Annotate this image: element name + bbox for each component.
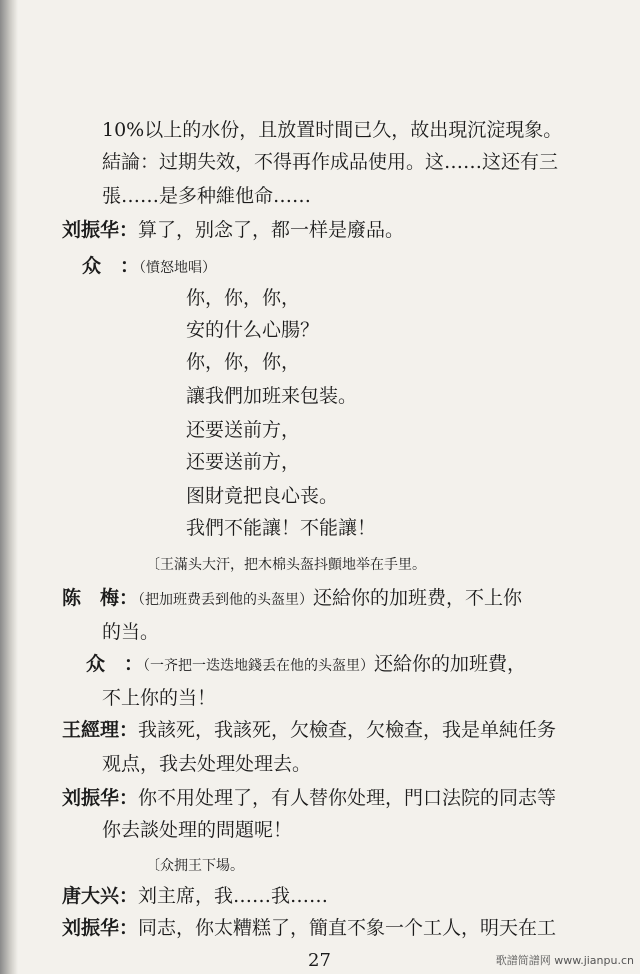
- dialogue-line: [82, 254, 216, 280]
- dialogue-text: 同志，你太糟糕了，簡直不象一个工人，明天在工: [138, 917, 557, 939]
- song-line: 你，你，你，: [186, 351, 301, 373]
- dialogue-text: 还給你的加班費，: [374, 653, 527, 675]
- song-line: 还要送前方，: [186, 419, 301, 441]
- speaker-name: 王經理：: [62, 719, 139, 741]
- page-binding-edge: [0, 0, 18, 974]
- speaker-name: 刘振华：: [62, 917, 139, 939]
- dialogue-text: 观点，我去处理处理去。: [102, 753, 312, 775]
- stage-direction: （把加班费丢到他的头盔里）: [138, 592, 314, 608]
- song-line: 我們不能讓！不能讓！: [186, 517, 377, 539]
- dialogue-line: [86, 652, 526, 678]
- text-line: 10%以上的水份，且放置时間已久，故出現沉淀現象。: [102, 119, 563, 141]
- watermark: 歌譜简譜网 www.jianpu.cn: [495, 954, 634, 967]
- speaker-name: 刘振华：: [62, 787, 139, 809]
- dialogue-text: 不上你的当！: [102, 687, 217, 709]
- stage-direction: 〔众拥王下場。: [146, 858, 244, 874]
- dialogue-text: 的当。: [102, 621, 160, 643]
- song-line: 安的什么心腸？: [186, 319, 320, 341]
- song-line: 你，你，你，: [186, 287, 301, 309]
- dialogue-text: 你不用处理了，有人替你处理，門口法院的同志等: [138, 787, 557, 809]
- dialogue-text: 我該死，我該死，欠檢查，欠檢查，我是单純任务: [138, 719, 557, 741]
- song-line: 图財竟把良心丧。: [186, 485, 339, 507]
- dialogue-line: [62, 786, 556, 810]
- dialogue-line: [62, 884, 328, 908]
- song-line: 讓我們加班来包装。: [186, 385, 358, 407]
- text-line: 張……是多种維他命……: [102, 185, 312, 207]
- page-number: 27: [308, 950, 331, 971]
- dialogue-text: 刘主席，我……我……: [138, 885, 329, 907]
- speaker-name: 刘振华：: [62, 219, 139, 241]
- dialogue-text: 还給你的加班费，不上你: [313, 587, 523, 609]
- stage-direction: （憤怒地唱）: [139, 260, 217, 276]
- speaker-name: 众 ：: [82, 255, 140, 277]
- text-line: 結論：过期失效，不得再作成品使用。这……这还有三: [102, 151, 559, 173]
- speaker-name: 唐大兴：: [62, 885, 139, 907]
- speaker-name: 众 ：: [86, 653, 144, 675]
- stage-direction: 〔王滿头大汗，把木棉头盔抖顫地举在手里。: [146, 557, 426, 573]
- stage-direction: （一齐把一迭迭地錢丢在他的头盔里）: [143, 658, 375, 674]
- speaker-name: 陈 梅：: [62, 587, 139, 609]
- dialogue-text: 算了，别念了，都一样是廢品。: [138, 219, 405, 241]
- dialogue-line: [62, 586, 522, 612]
- dialogue-text: 你去談处理的問題呢！: [102, 819, 293, 841]
- song-line: 还要送前方，: [186, 451, 301, 473]
- dialogue-line: [62, 718, 556, 742]
- dialogue-line: [62, 916, 556, 940]
- dialogue-line: [62, 218, 404, 242]
